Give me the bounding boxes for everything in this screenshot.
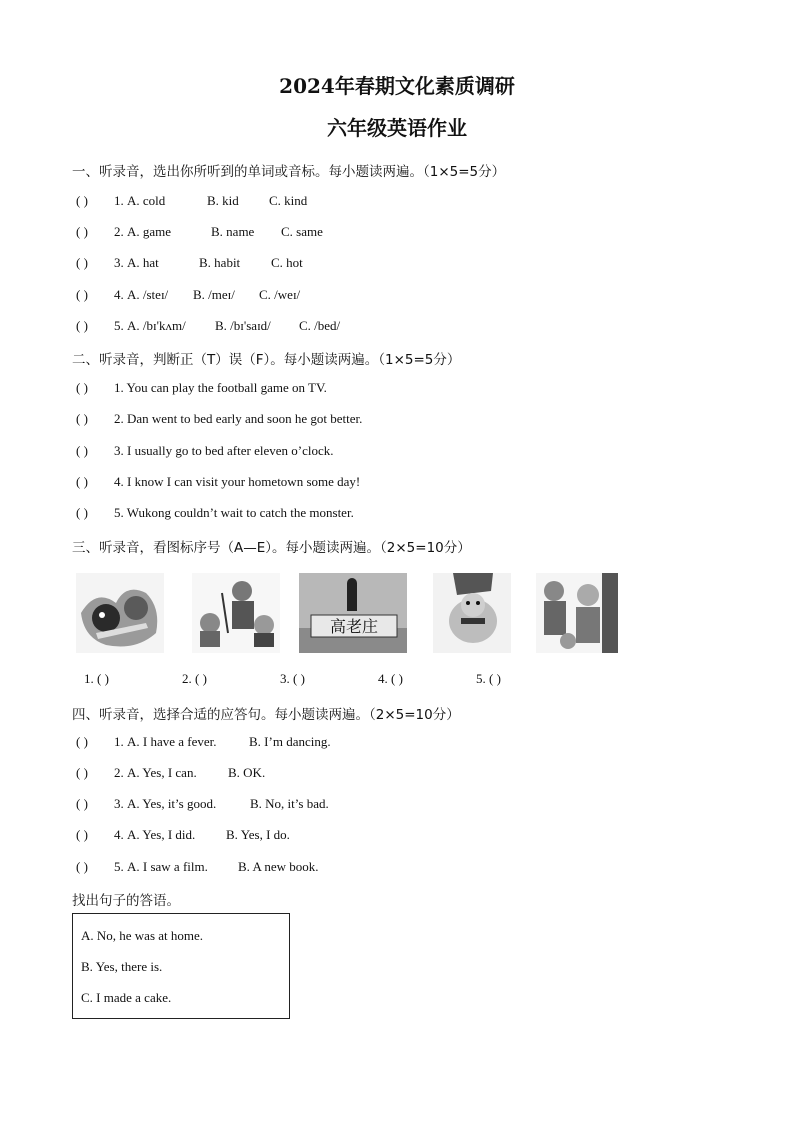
option-a: A. /steɪ/: [127, 287, 169, 302]
option-c: C. /bed/: [299, 318, 341, 333]
sign-text: 高老庄: [329, 617, 379, 636]
q-num: 4.: [114, 827, 124, 842]
s2-statement: [76, 379, 327, 397]
q-num: 1.: [114, 734, 124, 749]
statement-text: 5. Wukong couldn’t wait to catch the monster.: [114, 505, 354, 520]
answer-option: C. I made a cake.: [81, 990, 172, 1005]
page-subtitle: 六年级英语作业: [327, 116, 467, 140]
option-b: B. habit: [199, 255, 241, 270]
section4-heading: 四、听录音，选择合适的应答句。每小题读两遍。（2×5=10分）: [72, 707, 460, 723]
answer-blank[interactable]: ( ): [76, 796, 88, 811]
option-a: A. Yes, it’s good.: [127, 796, 217, 811]
answer-blank[interactable]: ( ): [76, 827, 88, 842]
q-num: 3.: [114, 255, 124, 270]
picture-3: [299, 573, 407, 653]
answer-blank[interactable]: ( ): [76, 224, 88, 239]
section3-heading: 三、听录音，看图标序号（A—E）。每小题读两遍。（2×5=10分）: [72, 540, 471, 556]
page-title: 2024年春期文化素质调研: [279, 74, 515, 98]
answer-option: B. Yes, there is.: [81, 959, 163, 974]
option-a: A. game: [127, 224, 172, 239]
option-a: A. Yes, I did.: [127, 827, 196, 842]
statement-text: 1. You can play the football game on TV.: [114, 380, 327, 395]
answer-blank[interactable]: ( ): [76, 443, 88, 458]
answer-options-box: [72, 913, 290, 1019]
option-b: B. No, it’s bad.: [250, 796, 329, 811]
picture-answer-row: [84, 671, 574, 687]
option-b: B. Yes, I do.: [226, 827, 290, 842]
s1-question: [76, 192, 307, 210]
option-a: A. I saw a film.: [127, 859, 208, 874]
picture-4: [433, 573, 511, 653]
q-num: 2.: [114, 765, 124, 780]
picture-answer-blank[interactable]: 5. ( ): [476, 671, 501, 686]
s1-question: [76, 317, 340, 335]
answer-option: A. No, he was at home.: [81, 928, 204, 943]
section1-heading: 一、听录音，选出你所听到的单词或音标。每小题读两遍。（1×5=5分）: [72, 164, 506, 180]
s1-question: [76, 223, 323, 241]
q-num: 1.: [114, 193, 124, 208]
statement-text: 3. I usually go to bed after eleven o’clock.: [114, 443, 334, 458]
option-b: B. /bɪ'saɪd/: [215, 318, 271, 333]
s1-question: [76, 254, 303, 272]
picture-1: [76, 573, 164, 653]
option-a: A. Yes, I can.: [127, 765, 197, 780]
option-b: B. I’m dancing.: [249, 734, 331, 749]
section5-heading: 找出句子的答语。: [72, 893, 180, 909]
option-a: A. /bɪ'kʌm/: [127, 318, 186, 333]
answer-blank[interactable]: ( ): [76, 287, 88, 302]
s1-question: [76, 286, 300, 304]
statement-text: 4. I know I can visit your hometown some day!: [114, 474, 361, 489]
option-b: B. /meɪ/: [193, 287, 235, 302]
option-c: C. kind: [269, 193, 308, 208]
option-b: B. kid: [207, 193, 239, 208]
answer-blank[interactable]: ( ): [76, 474, 88, 489]
option-b: B. A new book.: [238, 859, 319, 874]
s2-statement: [76, 442, 333, 460]
statement-text: 2. Dan went to bed early and soon he got better.: [114, 411, 363, 426]
picture-2: [192, 573, 280, 653]
option-c: C. hot: [271, 255, 303, 270]
answer-blank[interactable]: ( ): [76, 734, 88, 749]
option-a: A. I have a fever.: [127, 734, 217, 749]
picture-answer-blank[interactable]: 1. ( ): [84, 671, 109, 686]
q-num: 3.: [114, 796, 124, 811]
section2-heading: 二、听录音，判断正（T）误（F）。每小题读两遍。（1×5=5分）: [72, 352, 461, 368]
q-num: 5.: [114, 859, 124, 874]
s4-question: [76, 733, 331, 751]
s2-statement: [76, 473, 360, 491]
option-b: B. name: [211, 224, 255, 239]
answer-blank[interactable]: ( ): [76, 193, 88, 208]
q-num: 4.: [114, 287, 124, 302]
option-b: B. OK.: [228, 765, 266, 780]
answer-blank[interactable]: ( ): [76, 255, 88, 270]
option-c: C. /weɪ/: [259, 287, 301, 302]
picture-answer-blank[interactable]: 4. ( ): [378, 671, 403, 686]
s4-question: [76, 764, 265, 782]
q-num: 2.: [114, 224, 124, 239]
answer-blank[interactable]: ( ): [76, 411, 88, 426]
answer-blank[interactable]: ( ): [76, 765, 88, 780]
s4-question: [76, 795, 329, 813]
s2-statement: [76, 504, 354, 522]
s2-statement: [76, 410, 362, 428]
answer-blank[interactable]: ( ): [76, 380, 88, 395]
option-a: A. hat: [127, 255, 159, 270]
answer-blank[interactable]: ( ): [76, 505, 88, 520]
s4-question: [76, 826, 290, 844]
s4-question: [76, 858, 319, 876]
q-num: 5.: [114, 318, 124, 333]
picture-answer-blank[interactable]: 3. ( ): [280, 671, 305, 686]
picture-5: [536, 573, 618, 653]
option-c: C. same: [281, 224, 323, 239]
answer-blank[interactable]: ( ): [76, 318, 88, 333]
option-a: A. cold: [127, 193, 166, 208]
answer-blank[interactable]: ( ): [76, 859, 88, 874]
picture-answer-blank[interactable]: 2. ( ): [182, 671, 207, 686]
